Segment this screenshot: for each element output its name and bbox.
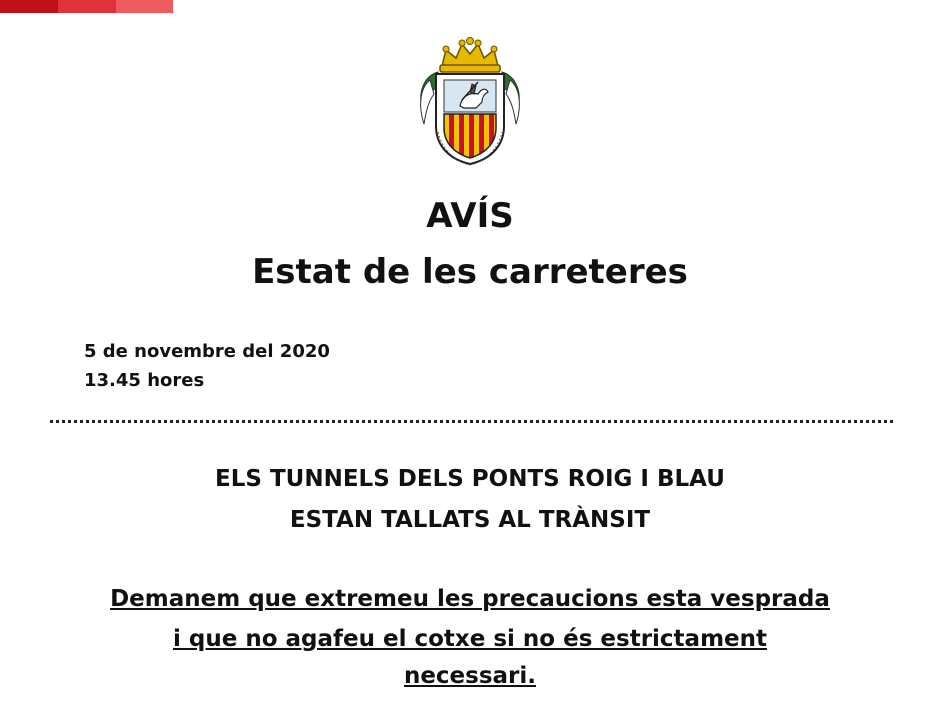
request-line-3: necessari. xyxy=(403,663,537,689)
crown-icon xyxy=(440,38,500,73)
notice-line-2: ESTAN TALLATS AL TRÀNSIT xyxy=(289,507,651,533)
dotted-divider xyxy=(50,420,893,423)
request-line-1: Demanem que extremeu les precaucions esta vesprada xyxy=(110,586,830,612)
page-subtitle: Estat de les carreteres xyxy=(252,252,688,292)
notice-time: 13.45 hores xyxy=(84,370,205,391)
page-title: AVÍS xyxy=(426,196,514,236)
top-accent-bar xyxy=(0,0,173,13)
accent-segment-3 xyxy=(116,0,173,13)
coat-of-arms-icon xyxy=(412,36,528,168)
accent-segment-1 xyxy=(0,0,58,13)
notice-line-1: ELS TUNNELS DELS PONTS ROIG I BLAU xyxy=(215,466,725,492)
request-line-2: i que no agafeu el cotxe si no és estrictament xyxy=(172,626,768,652)
accent-segment-2 xyxy=(58,0,116,13)
notice-date: 5 de novembre del 2020 xyxy=(84,341,330,362)
